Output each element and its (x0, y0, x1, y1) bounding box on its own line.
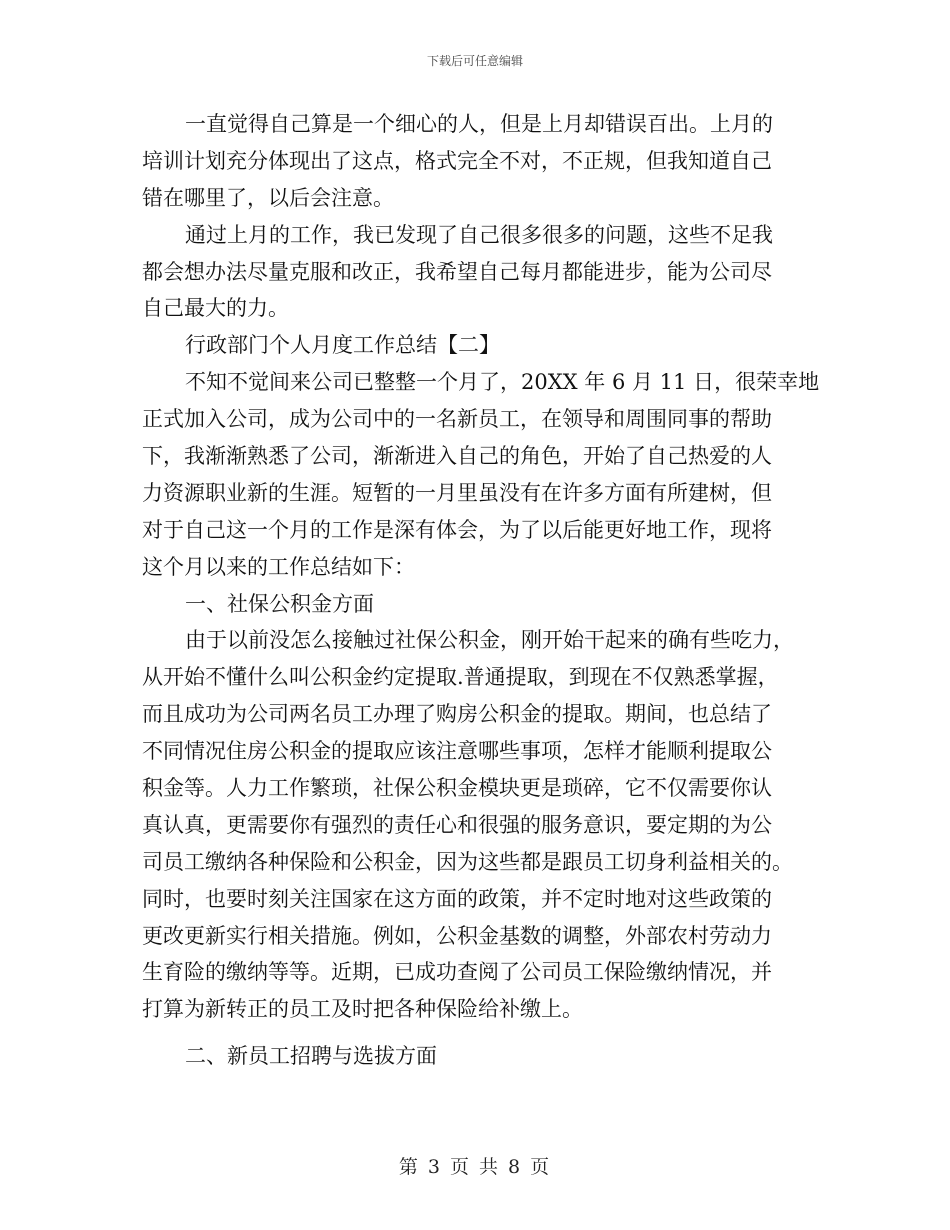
paragraph-line: 由于以前没怎么接触过社保公积金，刚开始干起来的确有些吃力， (185, 628, 794, 653)
paragraph-line: 都会想办法尽量克服和改正，我希望自己每月都能进步，能为公司尽 (142, 259, 772, 284)
paragraph-line: 司员工缴纳各种保险和公积金，因为这些都是跟员工切身利益相关的。 (142, 849, 793, 874)
paragraph-line: 培训计划充分体现出了这点，格式完全不对，不正规，但我知道自己 (142, 148, 772, 173)
paragraph-line: 同时，也要时刻关注国家在这方面的政策，并不定时地对这些政策的 (142, 886, 772, 911)
subsection-heading: 二、新员工招聘与选拔方面 (185, 1044, 437, 1069)
paragraph-line: 正式加入公司，成为公司中的一名新员工，在领导和周围同事的帮助 (142, 407, 772, 432)
page-number: 第 3 页 共 8 页 (398, 1156, 552, 1178)
page-header-note: 下载后可任意编辑 (426, 54, 523, 68)
section-title: 行政部门个人月度工作总结【二】 (185, 333, 500, 358)
paragraph-line: 不知不觉间来公司已整整一个月了，20XX 年 6 月 11 日，很荣幸地 (185, 370, 820, 395)
paragraph-line: 从开始不懂什么叫公积金约定提取.普通提取，到现在不仅熟悉掌握， (142, 665, 779, 690)
paragraph-line: 自己最大的力。 (142, 296, 289, 321)
paragraph-line: 真认真，更需要你有强烈的责任心和很强的服务意识，要定期的为公 (142, 812, 772, 837)
paragraph-line: 积金等。人力工作繁琐，社保公积金模块更是琐碎，它不仅需要你认 (142, 776, 772, 801)
paragraph-line: 不同情况住房公积金的提取应该注意哪些事项，怎样才能顺利提取公 (142, 739, 772, 764)
paragraph-line: 力资源职业新的生涯。短暂的一月里虽没有在许多方面有所建树，但 (142, 480, 772, 505)
document-body (142, 106, 820, 1075)
paragraph-line: 一直觉得自己算是一个细心的人，但是上月却错误百出。上月的 (185, 112, 773, 136)
paragraph-line: 而且成功为公司两名员工办理了购房公积金的提取。期间，也总结了 (142, 702, 772, 727)
paragraph-line: 错在哪里了，以后会注意。 (142, 185, 394, 210)
paragraph-line: 下，我渐渐熟悉了公司，渐渐进入自己的角色，开始了自己热爱的人 (142, 444, 772, 469)
subsection-heading: 一、社保公积金方面 (185, 591, 374, 616)
paragraph-line: 通过上月的工作，我已发现了自己很多很多的问题，这些不足我 (185, 222, 773, 247)
paragraph-line: 更改更新实行相关措施。例如，公积金基数的调整，外部农村劳动力 (142, 923, 772, 948)
paragraph-line: 生育险的缴纳等等。近期，已成功查阅了公司员工保险缴纳情况，并 (142, 960, 772, 985)
paragraph-line: 这个月以来的工作总结如下： (142, 554, 415, 579)
paragraph-line: 对于自己这一个月的工作是深有体会，为了以后能更好地工作，现将 (142, 517, 772, 542)
paragraph-line: 打算为新转正的员工及时把各种保险给补缴上。 (142, 997, 583, 1022)
